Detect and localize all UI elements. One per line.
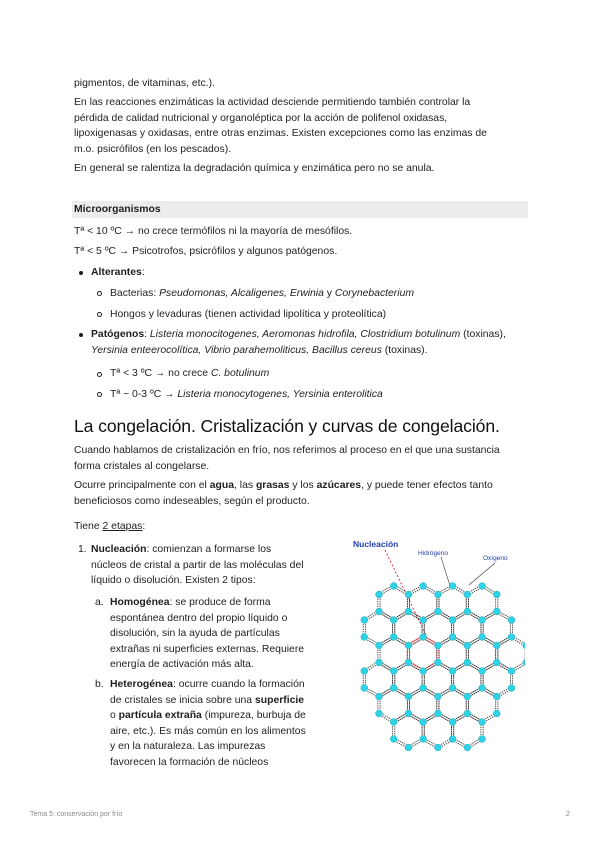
oxygen-atom [361, 668, 368, 675]
p2-a: Ocurre principalmente con el [74, 480, 210, 491]
p2-line-2: beneficiosos como indeseables, según el producto. [74, 495, 310, 507]
step-b-text [110, 677, 335, 770]
oxygen-atom [390, 634, 397, 641]
oxygen-atom [420, 583, 427, 590]
bacterias-last: Corynebacterium [334, 288, 415, 299]
step-a-text [110, 595, 330, 673]
label-hidrogeno: Hidrógeno [418, 550, 448, 557]
oxygen-atom [479, 634, 486, 641]
circle-bullet-icon [97, 392, 102, 397]
step-a-line-4: extrañas ni superficies externas. Requiere [110, 643, 305, 655]
pointer-oxigeno [469, 563, 495, 585]
patogenos-label: Patógenos [91, 329, 145, 340]
oxygen-atom [376, 591, 383, 598]
oxygen-atom [508, 634, 515, 641]
enzymes-paragraph [74, 95, 534, 157]
oxygen-atom [493, 608, 500, 615]
step-1-line-2: núcleos de cristal a partir de las moléculas del [91, 559, 304, 571]
sub-2-prefix: Tª ~ 0-3 ºC → [110, 389, 178, 400]
intro-tail: pigmentos, de vitaminas, etc.). [74, 78, 215, 89]
oxygen-atom [464, 642, 471, 649]
circle-bullet-icon [97, 312, 102, 317]
label-oxigeno: Oxígeno [483, 555, 508, 562]
enzymes-line: lipoxigenasas y oxidasas, entre otras enzimas. Existen excepciones como las enzimas de [74, 128, 487, 139]
p2-grasas: grasas [255, 480, 290, 491]
oxygen-atom [493, 710, 500, 717]
patogenos-line-2 [91, 343, 536, 359]
oxygen-atom [420, 719, 427, 726]
oxygen-atom [361, 685, 368, 692]
oxygen-atom [523, 659, 525, 666]
oxygen-atom [434, 744, 441, 751]
bacterias-item [110, 286, 414, 302]
patogenos-names-1: Listeria monocitogenes, Aeromonas hidrofila, Clostridium botulinum [149, 329, 461, 340]
step-b-line-1-rest: : ocurre cuando la formación [172, 679, 305, 690]
step-b-line-3 [110, 708, 335, 724]
oxygen-atom [390, 668, 397, 675]
section-paragraph-2 [74, 478, 534, 509]
oxygen-atom [479, 736, 486, 743]
bacterias-prefix: Bacterias: [110, 288, 160, 299]
patogenos-line-1 [91, 327, 536, 343]
oxygen-atom [434, 608, 441, 615]
oxygen-atom [508, 617, 515, 624]
bullet-icon [79, 271, 83, 275]
oxygen-atom [493, 642, 500, 649]
oxygen-atom [479, 617, 486, 624]
p2-azucares: azúcares [316, 480, 362, 491]
section-paragraph-1 [74, 443, 534, 474]
enzymes-line: pérdida de calidad nutricional y organoléptica por la acción de polifenol oxidasas, [74, 112, 448, 124]
oxygen-atom [493, 659, 500, 666]
oxygen-atom [449, 719, 456, 726]
step-b-line-1 [110, 677, 335, 693]
alterantes-item [91, 265, 145, 281]
oxygen-atom [434, 591, 441, 598]
p1-line-1: Cuando hablamos de cristalización en frío, nos referimos al proceso en el que una sustancia [74, 445, 500, 456]
sub-1-prefix: Tª < 3 ºC → no crece [110, 368, 211, 379]
patogenos-colon: : [144, 329, 150, 340]
crystal-lattice [361, 583, 525, 751]
sub-2-name: Listeria monocytogenes, Yersinia enterolitica [177, 389, 383, 400]
patogenos-toxinas-2: (toxinas). [381, 344, 428, 356]
step-b-line-6: favorecen la formación de núcleos [110, 756, 269, 768]
oxygen-atom [376, 693, 383, 700]
label-nucleacion: Nucleación [353, 539, 399, 549]
oxygen-atom [405, 591, 412, 598]
patogenos-item [91, 327, 536, 358]
oxygen-atom [361, 617, 368, 624]
sub-item-2 [110, 387, 383, 403]
step-b-line-2 [110, 693, 335, 709]
step-a-line-2: espontánea dentro del propio líquido o [110, 612, 288, 624]
oxygen-atom [376, 710, 383, 717]
p2-agua: agua [209, 480, 234, 491]
section-title: La congelación. Cristalización y curvas de congelación. [74, 416, 500, 436]
page-number: 2 [566, 811, 570, 818]
enzymes-line: En las reacciones enzimáticas la actividad desciende permitiendo también controlar la [74, 97, 471, 108]
p1-line-2: forma cristales al congelarse. [74, 460, 210, 472]
oxygen-atom [479, 583, 486, 590]
oxygen-atom [449, 617, 456, 624]
oxygen-atom [376, 659, 383, 666]
oxygen-atom [390, 583, 397, 590]
oxygen-atom [405, 642, 412, 649]
oxygen-atom [523, 642, 525, 649]
bacterias-y: y [323, 288, 335, 299]
alterantes-colon: : [141, 267, 145, 278]
oxygen-atom [479, 719, 486, 726]
oxygen-atom [405, 693, 412, 700]
oxygen-atom [390, 617, 397, 624]
step-a-line-3: disolución, sin la ayuda de partículas [110, 628, 280, 639]
step-b-line-4: aire, etc.). Es más común en los alimentos [110, 725, 306, 737]
circle-bullet-icon [97, 291, 102, 296]
oxygen-atom [479, 685, 486, 692]
oxygen-atom [449, 583, 456, 590]
oxygen-atom [405, 744, 412, 751]
oxygen-atom [464, 710, 471, 717]
general-paragraph: En general se ralentiza la degradación química y enzimática pero no se anula. [74, 163, 435, 174]
oxygen-atom [479, 668, 486, 675]
step-a-label: Homogénea [110, 597, 170, 608]
oxygen-atom [361, 634, 368, 641]
step-1-label: Nucleación [91, 544, 147, 555]
hongos-item: Hongos y levaduras (tienen actividad lipolítica y proteolítica) [110, 309, 387, 320]
patogenos-toxinas-1: (toxinas), [460, 329, 506, 340]
step-b-line-3-a: o [110, 710, 119, 721]
oxygen-atom [508, 668, 515, 675]
step-b-line-2-b: superficie [254, 694, 305, 706]
step-a-number: a. [95, 597, 104, 608]
oxygen-atom [493, 693, 500, 700]
p2-b: , las [233, 480, 256, 491]
oxygen-atom [449, 668, 456, 675]
oxygen-atom [464, 744, 471, 751]
oxygen-atom [420, 617, 427, 624]
oxygen-atom [449, 736, 456, 743]
oxygen-atom [420, 685, 427, 692]
bullet-icon [79, 333, 83, 337]
step-a-line-1 [110, 595, 330, 611]
oxygen-atom [464, 659, 471, 666]
oxygen-atom [420, 668, 427, 675]
oxygen-atom [493, 591, 500, 598]
oxygen-atom [405, 608, 412, 615]
oxygen-atom [464, 591, 471, 598]
p2-c: y los [289, 480, 317, 491]
oxygen-atom [420, 634, 427, 641]
step-1-text [91, 542, 331, 589]
oxygen-atom [508, 685, 515, 692]
oxygen-atom [376, 642, 383, 649]
step-1-line-3: líquido o disolución. Existen 2 tipos: [91, 575, 256, 586]
oxygen-atom [390, 719, 397, 726]
p2-d: , y puede tener efectos tanto [361, 480, 493, 491]
step-a-line-5: energía de activación más alta. [110, 659, 254, 670]
step-b-line-3-c: (impureza, burbuja de [201, 710, 306, 721]
alterantes-label: Alterantes [91, 267, 142, 278]
oxygen-atom [390, 685, 397, 692]
enzymes-line: m.o. psicrófilos (en los pescados). [74, 143, 232, 155]
step-b-line-2-a: de cristales se inicia sobre una [110, 694, 255, 706]
tiene-a: Tiene [74, 521, 103, 532]
step-1-number: 1. [78, 544, 87, 555]
micro-line-1: Tª < 10 ºC → no crece termófilos ni la mayoría de mesófilos. [74, 226, 353, 237]
oxygen-atom [434, 693, 441, 700]
oxygen-atom [434, 710, 441, 717]
oxygen-atom [449, 634, 456, 641]
oxygen-atom [449, 685, 456, 692]
step-b-label: Heterogénea [110, 679, 173, 690]
micro-line-2: Tª < 5 ºC → Psicotrofos, psicrófilos y algunos patógenos. [74, 246, 338, 257]
sub-1-name: C. botulinum [210, 368, 270, 379]
sub-item-1 [110, 366, 269, 382]
step-b-line-5: y en la naturaleza. Las impurezas [110, 741, 266, 752]
oxygen-atom [420, 736, 427, 743]
step-1-line-1 [91, 542, 331, 558]
oxygen-atom [434, 659, 441, 666]
circle-bullet-icon [97, 372, 102, 377]
oxygen-atom [390, 736, 397, 743]
micro-heading: Microorganismos [74, 204, 161, 215]
p2-line-1 [74, 478, 534, 494]
oxygen-atom [405, 710, 412, 717]
step-1-line-1-rest: : comienzan a formarse los [146, 544, 272, 555]
patogenos-names-2: Yersinia enteerocolítica, Vibrio parahemoliticus, Bacillus cereus [91, 344, 382, 356]
oxygen-atom [434, 642, 441, 649]
footer-title: Tema 5: conservación por frío [30, 811, 123, 818]
oxygen-atom [464, 693, 471, 700]
tiene-underlined: 2 etapas [102, 521, 143, 532]
step-b-number: b. [95, 679, 104, 690]
oxygen-atom [376, 608, 383, 615]
step-b-line-3-b: partícula extraña [118, 710, 202, 721]
tiene-b: : [142, 521, 146, 532]
step-a-line-1-rest: : se produce de forma [169, 597, 271, 608]
oxygen-atom [405, 659, 412, 666]
bacterias-names: Pseudomonas, Alcaligenes, Erwinia [159, 288, 324, 299]
oxygen-atom [464, 608, 471, 615]
ice-crystal-figure [345, 533, 525, 793]
